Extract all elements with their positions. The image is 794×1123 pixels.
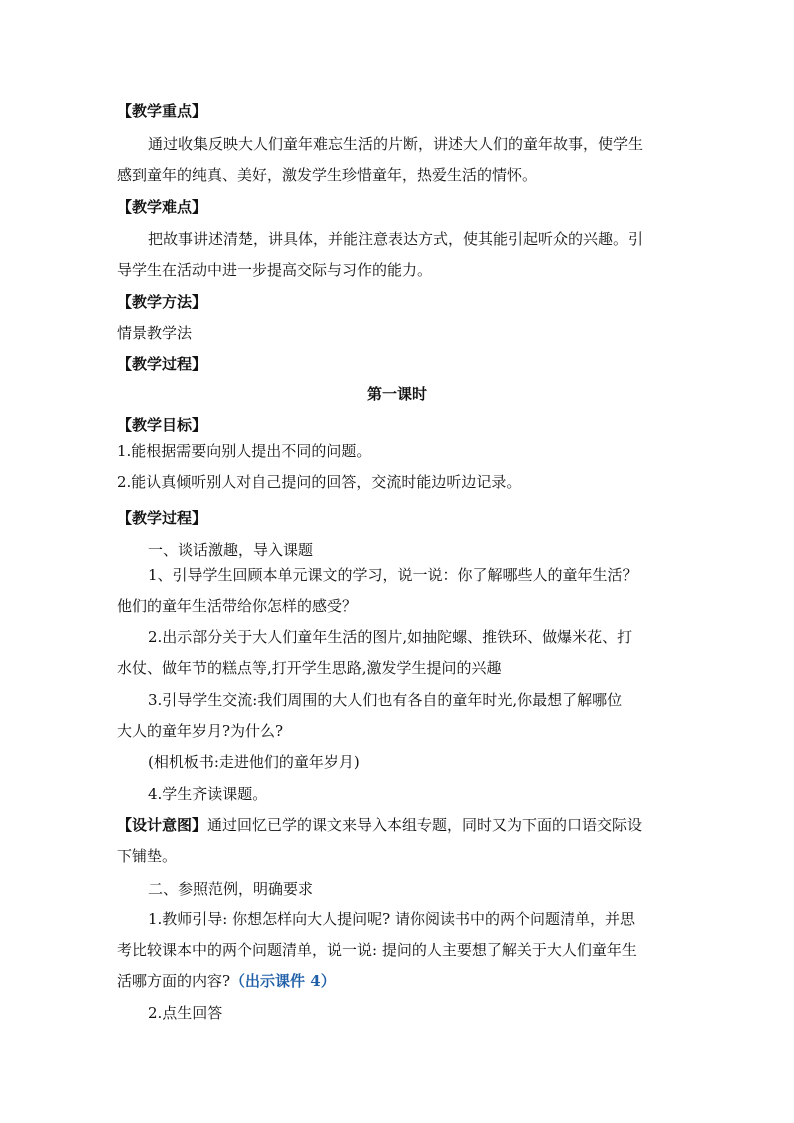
heading-design-intent: 【设计意图】 — [117, 816, 208, 834]
part1-step1-line-1: 1、引导学生回顾本单元课文的学习，说一说：你了解哪些人的童年生活？ — [148, 566, 638, 584]
objective-1: 1.能根据需要向别人提出不同的问题。 — [117, 442, 372, 460]
lesson-title: 第一课时 — [366, 385, 427, 403]
courseware-note: （出示课件 4） — [230, 972, 336, 990]
heading-difficulties: 【教学难点】 — [117, 198, 208, 216]
part2-step2: 2.点生回答 — [148, 1004, 223, 1022]
part1-board-note: (相机板书:走进他们的童年岁月) — [148, 753, 360, 771]
part1-step2-line-1: 2.出示部分关于大人们童年生活的图片,如抽陀螺、推铁环、做爆米花、打 — [148, 628, 633, 646]
part2-step1-line-2: 考比较课本中的两个问题清单，说一说: 提问的人主要想了解关于大人们童年生 — [117, 941, 637, 959]
design-intent-text: 通过回忆已学的课文来导入本组专题，同时又为下面的口语交际设 — [207, 816, 643, 834]
heading-methods: 【教学方法】 — [117, 293, 208, 311]
part2-step1-text: 活哪方面的内容? — [117, 972, 231, 990]
part1-step2-line-2: 水仗、做年节的糕点等,打开学生思路,激发学生提问的兴趣 — [117, 659, 502, 677]
part2-title: 二、参照范例，明确要求 — [148, 880, 314, 898]
heading-process-2: 【教学过程】 — [117, 509, 208, 527]
design-intent-line-1 — [117, 815, 687, 835]
key-points-line-1: 通过收集反映大人们童年难忘生活的片断，讲述大人们的童年故事，使学生 — [148, 135, 644, 153]
key-points-line-2: 感到童年的纯真、美好，激发学生珍惜童年，热爱生活的情怀。 — [117, 166, 538, 184]
heading-key-points: 【教学重点】 — [117, 102, 208, 120]
part1-step1-line-2: 他们的童年生活带给你怎样的感受？ — [117, 597, 358, 615]
methods-line-1: 情景教学法 — [117, 324, 193, 342]
part1-title: 一、谈话激趣，导入课题 — [148, 541, 314, 559]
part1-step3-line-1: 3.引导学生交流:我们周围的大人们也有各自的童年时光,你最想了解哪位 — [148, 691, 623, 709]
difficulties-line-1: 把故事讲述清楚，讲具体，并能注意表达方式，使其能引起听众的兴趣。引 — [148, 230, 644, 248]
part2-step1-line-1: 1.教师引导: 你想怎样向大人提问呢? 请你阅读书中的两个问题清单，并思 — [148, 910, 635, 928]
heading-process: 【教学过程】 — [117, 355, 208, 373]
design-intent-line-2: 下铺垫。 — [117, 847, 178, 865]
part2-step1-line-3 — [117, 971, 687, 991]
objective-2: 2.能认真倾听别人对自己提问的回答，交流时能边听边记录。 — [117, 473, 522, 491]
heading-objectives: 【教学目标】 — [117, 416, 208, 434]
part1-step4: 4.学生齐读课题。 — [148, 785, 268, 803]
part1-step3-line-2: 大人的童年岁月?为什么? — [117, 722, 284, 740]
difficulties-line-2: 导学生在活动中进一步提高交际与习作的能力。 — [117, 261, 433, 279]
